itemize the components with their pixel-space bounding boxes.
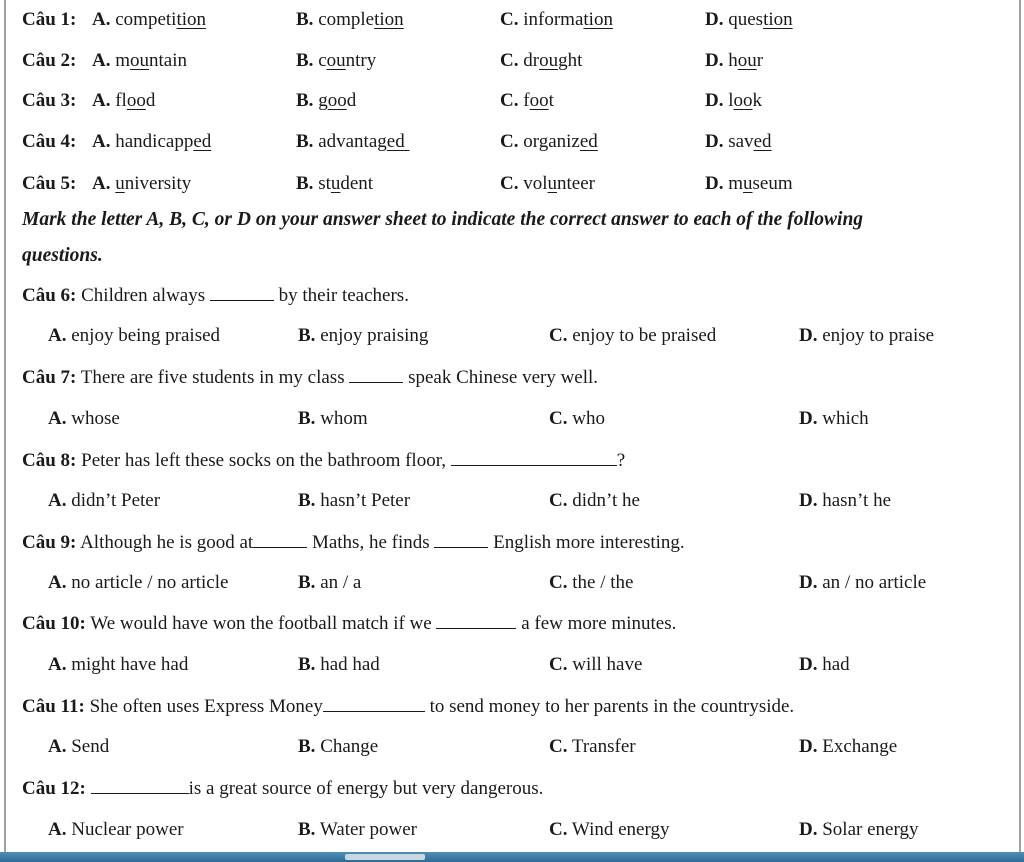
scrollbar-thumb[interactable] [345,854,425,860]
option-b: B. hasn’t Peter [298,490,411,511]
option-a: A. flood [92,90,156,111]
answer-blank [323,696,425,712]
option-d: D. hasn’t he [799,490,892,511]
answer-blank [349,367,403,383]
option-d: D. museum [705,173,793,194]
option-b: B. enjoy praising [298,325,429,346]
answer-blank [436,613,516,629]
question-number: Câu 2: [22,50,77,71]
bottom-scrollbar[interactable] [0,852,1024,862]
option-d: D. question [705,9,793,30]
option-d: D. which [799,408,869,429]
option-a: A. Send [48,736,110,757]
question-number: Câu 4: [22,131,77,152]
question-stem-11: Câu 11: She often uses Express Money to send money to her parents in the countryside. [22,696,795,717]
question-row-3 [0,88,1024,114]
answer-blank-1 [253,532,307,548]
question-stem-6: Câu 6: Children always by their teachers. [22,285,409,306]
question-options-12 [0,817,1024,843]
option-a: A. competition [92,9,206,30]
option-c: C. will have [549,654,643,675]
option-c: C. foot [500,90,554,111]
option-a: A. might have had [48,654,189,675]
option-b: B. country [296,50,377,71]
option-a: A. whose [48,408,120,429]
answer-blank [210,285,274,301]
option-d: D. Solar energy [799,819,919,840]
question-stem-8: Câu 8: Peter has left these socks on the bathroom floor, ? [22,450,626,471]
question-options-7 [0,406,1024,432]
option-a: A. university [92,173,192,194]
option-c: C. drought [500,50,583,71]
option-d: D. saved [705,131,772,152]
option-a: A. Nuclear power [48,819,184,840]
answer-blank-2 [434,532,488,548]
option-b: B. student [296,173,374,194]
option-c: C. didn’t he [549,490,640,511]
option-c: C. volunteer [500,173,595,194]
question-number: Câu 3: [22,90,77,111]
option-b: B. good [296,90,357,111]
option-a: A. mountain [92,50,188,71]
question-options-8 [0,488,1024,514]
instruction-line-1: Mark the letter A, B, C, or D on your answer sheet to indicate the correct answer to each of the following [22,209,864,230]
question-options-10 [0,652,1024,678]
instruction-line-2: questions. [22,245,103,266]
option-b: B. an / a [298,572,362,593]
option-a: A. handicapped [92,131,212,152]
question-number: Câu 5: [22,173,77,194]
answer-blank [91,778,189,794]
option-d: D. look [705,90,763,111]
option-c: C. organized [500,131,598,152]
option-d: D. Exchange [799,736,898,757]
option-c: C. Transfer [549,736,636,757]
option-a: A. no article / no article [48,572,229,593]
question-options-6 [0,323,1024,349]
option-d: D. hour [705,50,764,71]
option-a: A. enjoy being praised [48,325,221,346]
option-c: C. the / the [549,572,634,593]
question-row-2 [0,48,1024,74]
answer-blank [451,450,617,466]
question-options-9 [0,570,1024,596]
option-c: C. Wind energy [549,819,670,840]
option-d: D. enjoy to praise [799,325,935,346]
option-c: C. who [549,408,605,429]
option-b: B. advantaged [296,131,410,152]
option-b: B. whom [298,408,368,429]
question-row-5 [0,171,1024,197]
option-b: B. completion [296,9,404,30]
option-b: B. Water power [298,819,417,840]
option-d: D. an / no article [799,572,927,593]
option-c: C. enjoy to be praised [549,325,717,346]
option-a: A. didn’t Peter [48,490,161,511]
question-options-11 [0,734,1024,760]
question-stem-9: Câu 9: Although he is good at Maths, he finds English more interesting. [22,532,685,553]
question-stem-7: Câu 7: There are five students in my class speak Chinese very well. [22,367,599,388]
question-row-4 [0,129,1024,155]
option-c: C. information [500,9,613,30]
option-b: B. Change [298,736,379,757]
option-d: D. had [799,654,850,675]
question-row-1 [0,7,1024,33]
question-number: Câu 1: [22,9,77,30]
question-stem-12: Câu 12: is a great source of energy but very dangerous. [22,778,544,799]
question-stem-10: Câu 10: We would have won the football match if we a few more minutes. [22,613,677,634]
option-b: B. had had [298,654,380,675]
